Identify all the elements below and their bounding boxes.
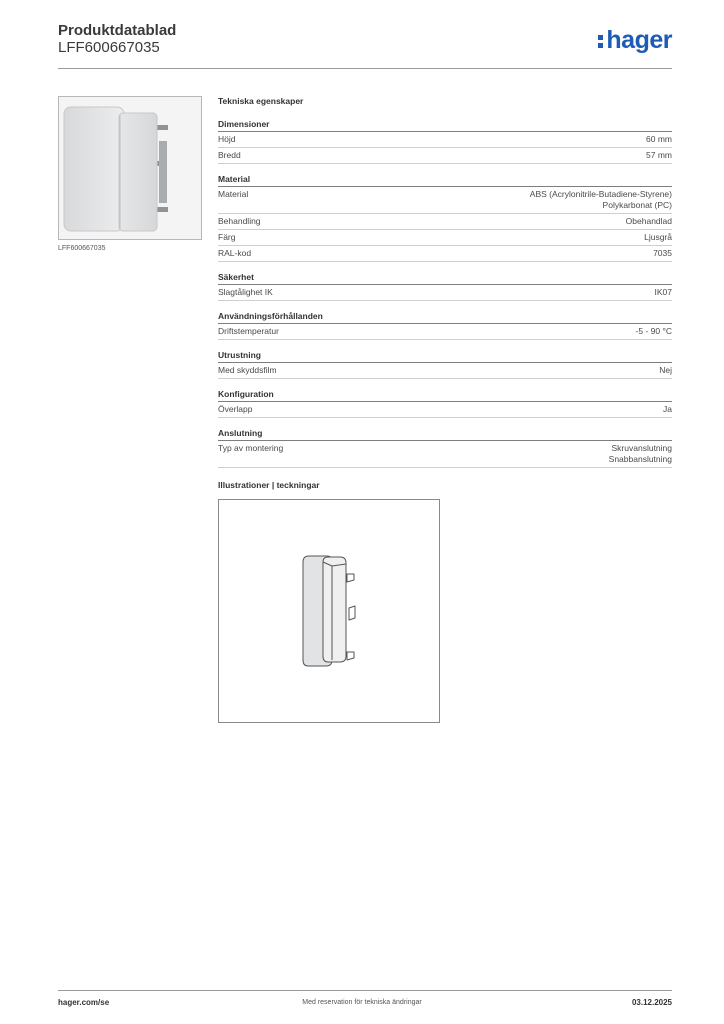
spec-section — [218, 428, 672, 468]
product-code: LFF600667035 — [58, 39, 160, 56]
spec-row — [218, 148, 672, 164]
spec-label: Typ av montering — [218, 443, 284, 453]
spec-value-line: -5 - 90 °C — [635, 326, 672, 336]
logo-text: hager — [606, 26, 672, 54]
spec-value-line: Skruvanslutning — [611, 443, 672, 453]
spec-section — [218, 389, 672, 418]
spec-section-title: Anslutning — [218, 428, 672, 441]
spec-row — [218, 285, 672, 301]
spec-value-line: Nej — [659, 365, 672, 375]
spec-label: Med skyddsfilm — [218, 365, 277, 375]
spec-value-line: IK07 — [654, 287, 672, 297]
spec-row — [218, 187, 672, 214]
spec-section — [218, 272, 672, 301]
spec-value-line: ABS (Acrylonitrile-Butadiene-Styrene) — [529, 189, 672, 199]
spec-value — [609, 443, 672, 465]
spec-section — [218, 119, 672, 164]
spec-value-line: 60 mm — [646, 134, 672, 144]
spec-row — [218, 402, 672, 418]
spec-row — [218, 246, 672, 262]
specs-sections — [218, 119, 672, 468]
spec-row — [218, 214, 672, 230]
spec-value-line: Ljusgrå — [644, 232, 672, 242]
spec-value — [653, 248, 672, 259]
spec-value — [646, 134, 672, 145]
illustrations-heading: Illustrationer | teckningar — [218, 480, 320, 490]
spec-row — [218, 132, 672, 148]
spec-value — [663, 404, 672, 415]
end-cap-photo-icon — [59, 97, 201, 239]
spec-label: RAL-kod — [218, 248, 252, 258]
spec-value — [636, 326, 672, 337]
spec-section-title: Konfiguration — [218, 389, 672, 402]
spec-value — [655, 287, 673, 298]
spec-section — [218, 174, 672, 262]
spec-label: Överlapp — [218, 404, 253, 414]
footer-disclaimer: Med reservation för tekniska ändringar — [302, 999, 422, 1006]
spec-row — [218, 441, 672, 468]
spec-section — [218, 311, 672, 340]
specs-heading: Tekniska egenskaper — [218, 96, 304, 106]
product-photo — [58, 96, 202, 240]
spec-value-line: Obehandlad — [625, 216, 672, 226]
spec-section-title: Användningsförhållanden — [218, 311, 672, 324]
spec-section-title: Säkerhet — [218, 272, 672, 285]
spec-value — [626, 216, 672, 227]
spec-label: Höjd — [218, 134, 236, 144]
spec-value — [644, 232, 672, 243]
spec-section-title: Dimensioner — [218, 119, 672, 132]
spec-label: Slagtålighet IK — [218, 287, 273, 297]
spec-value — [646, 150, 672, 161]
footer-website: hager.com/se — [58, 998, 110, 1007]
spec-row — [218, 324, 672, 340]
spec-value — [659, 365, 672, 376]
spec-row — [218, 230, 672, 246]
header-divider — [58, 68, 672, 69]
spec-value-line: Ja — [663, 404, 672, 414]
footer-divider — [58, 990, 672, 991]
spec-value-line: 57 mm — [646, 150, 672, 160]
spec-value-line: Snabbanslutning — [608, 454, 672, 464]
spec-value-line: 7035 — [653, 248, 672, 258]
specs-table — [218, 96, 672, 478]
illustration-frame — [218, 499, 440, 723]
spec-section-title: Material — [218, 174, 672, 187]
logo-colon-icon — [598, 32, 604, 49]
spec-label: Material — [218, 189, 249, 199]
spec-value — [530, 189, 672, 211]
spec-label: Driftstemperatur — [218, 326, 279, 336]
hager-logo — [598, 26, 672, 55]
photo-caption: LFF600667035 — [58, 245, 106, 252]
spec-label: Bredd — [218, 150, 241, 160]
spec-section-title: Utrustning — [218, 350, 672, 363]
spec-row — [218, 363, 672, 379]
page-title: Produktdatablad — [58, 22, 177, 39]
spec-label: Färg — [218, 232, 236, 242]
spec-section — [218, 350, 672, 379]
end-cap-drawing-icon — [219, 500, 439, 722]
spec-label: Behandling — [218, 216, 261, 226]
footer-date: 03.12.2025 — [631, 998, 672, 1007]
spec-value-line: Polykarbonat (PC) — [602, 200, 672, 210]
